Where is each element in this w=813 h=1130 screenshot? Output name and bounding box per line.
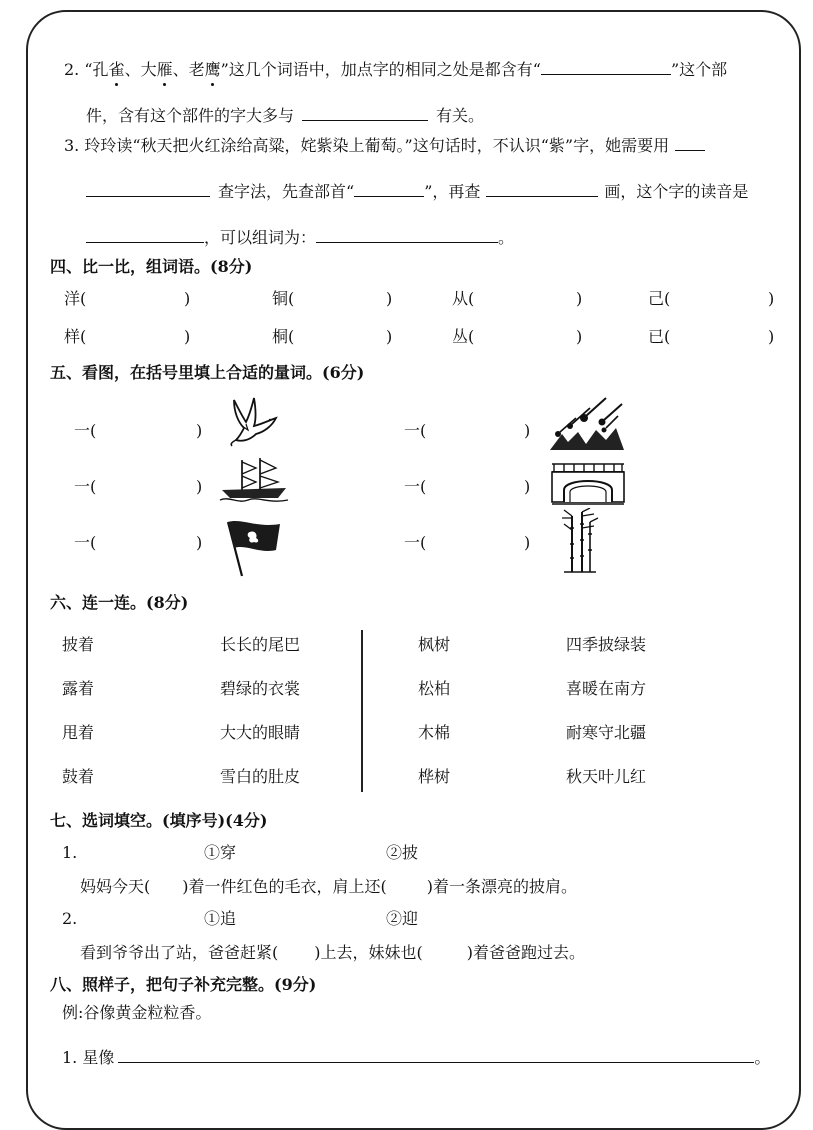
match-object[interactable]: 长长的尾巴 xyxy=(220,635,301,654)
seagull-icon xyxy=(224,396,280,448)
q2-line2 xyxy=(86,104,484,127)
match-object[interactable]: 大大的眼睛 xyxy=(220,723,301,742)
section-7-title: 七、选词填空。(填序号)(4分) xyxy=(50,811,268,830)
match-object[interactable]: 碧绿的衣裳 xyxy=(220,679,301,698)
measure-blank[interactable]: 一( xyxy=(74,421,97,440)
match-tree[interactable]: 枫树 xyxy=(418,635,451,654)
q2-text: ”这几个词语中，加点字的相同之处是都含有“ xyxy=(220,60,541,79)
s7-text: )上去，妹妹也( xyxy=(314,943,423,962)
s4-item[interactable]: 样( xyxy=(64,327,87,346)
s4-close: ) xyxy=(184,327,191,346)
s7-q1-number: 1. xyxy=(62,843,78,862)
flag-icon xyxy=(222,516,284,578)
s7-text: )着爸爸跑过去。 xyxy=(466,943,585,962)
measure-blank[interactable]: 一( xyxy=(404,421,427,440)
answer-blank[interactable] xyxy=(86,226,204,243)
s5-close: ) xyxy=(196,421,203,440)
measure-blank[interactable]: 一( xyxy=(74,533,97,552)
s5-close: ) xyxy=(524,421,531,440)
s4-close: ) xyxy=(768,289,775,308)
q2-text: 件，含有这个部件的字大多与 xyxy=(86,106,295,125)
match-verb[interactable]: 披着 xyxy=(62,635,95,654)
s4-close: ) xyxy=(768,327,775,346)
sailboat-icon xyxy=(218,456,290,504)
s8-text: 1. 星像 xyxy=(62,1048,115,1067)
s7-q2-sentence xyxy=(80,942,585,964)
s7-text: )着一条漂亮的披肩。 xyxy=(426,877,577,896)
q2-text: 、老 xyxy=(172,60,205,79)
q2-line1 xyxy=(64,58,727,81)
s4-item[interactable]: 己( xyxy=(648,289,671,308)
s7-q2-number: 2. xyxy=(62,909,78,928)
s7-text: 妈妈今天( xyxy=(80,877,151,896)
bamboo-icon xyxy=(560,508,600,574)
section-6-title: 六、连一连。(8分) xyxy=(50,593,189,612)
match-object[interactable]: 雪白的肚皮 xyxy=(220,767,301,786)
s4-item[interactable]: 洋( xyxy=(64,289,87,308)
s5-close: ) xyxy=(524,533,531,552)
q3-line1 xyxy=(64,134,705,157)
q3-text: 画，这个字的读音是 xyxy=(604,182,749,201)
s5-close: ) xyxy=(196,533,203,552)
s8-q1 xyxy=(62,1046,770,1069)
q2-text: 、大 xyxy=(124,60,157,79)
answer-blank[interactable] xyxy=(486,180,598,197)
q2-text: 有关。 xyxy=(436,106,485,125)
dotted-char: 鹰 xyxy=(204,60,221,79)
match-verb[interactable]: 鼓着 xyxy=(62,767,95,786)
s4-item[interactable]: 丛( xyxy=(452,327,475,346)
q3-line2 xyxy=(86,180,748,203)
measure-blank[interactable]: 一( xyxy=(404,477,427,496)
s7-q1-option-2: ②披 xyxy=(386,843,419,862)
s5-close: ) xyxy=(196,477,203,496)
dotted-char: 雀 xyxy=(108,60,125,79)
s4-item[interactable]: 已( xyxy=(648,327,671,346)
q3-text: ，可以组词为： xyxy=(204,228,317,247)
s7-text: 看到爷爷出了站，爸爸赶紧( xyxy=(80,943,279,962)
section-6-divider xyxy=(361,630,363,792)
s7-q1-sentence xyxy=(80,876,577,898)
section-5-title: 五、看图，在括号里填上合适的量词。(6分) xyxy=(50,363,365,382)
match-description[interactable]: 喜暖在南方 xyxy=(566,679,647,698)
measure-blank[interactable]: 一( xyxy=(74,477,97,496)
s4-close: ) xyxy=(184,289,191,308)
match-description[interactable]: 四季披绿装 xyxy=(566,635,647,654)
s4-close: ) xyxy=(576,327,583,346)
q3-text: 查字法，先查部首“ xyxy=(218,182,355,201)
s7-q1-option-1: ①穿 xyxy=(204,843,237,862)
answer-blank[interactable] xyxy=(316,226,498,243)
match-verb[interactable]: 甩着 xyxy=(62,723,95,742)
s4-close: ) xyxy=(386,327,393,346)
answer-blank[interactable] xyxy=(302,104,428,121)
s8-example: 例:谷像黄金粒粒香。 xyxy=(62,1003,212,1022)
measure-blank[interactable]: 一( xyxy=(404,533,427,552)
s4-item[interactable]: 桐( xyxy=(272,327,295,346)
s7-q2-option-1: ①追 xyxy=(204,909,237,928)
q2-text: ”这个部 xyxy=(671,60,728,79)
s7-q2-option-2: ②迎 xyxy=(386,909,419,928)
s4-close: ) xyxy=(386,289,393,308)
meteor-icon xyxy=(546,394,626,452)
match-verb[interactable]: 露着 xyxy=(62,679,95,698)
match-description[interactable]: 秋天叶儿红 xyxy=(566,767,647,786)
answer-blank[interactable] xyxy=(675,134,705,151)
answer-line[interactable] xyxy=(118,1046,754,1063)
answer-blank[interactable] xyxy=(86,180,210,197)
match-tree[interactable]: 木棉 xyxy=(418,723,451,742)
s4-item[interactable]: 从( xyxy=(452,289,475,308)
q3-text: 。 xyxy=(498,228,515,247)
answer-blank[interactable] xyxy=(541,58,671,75)
s4-item[interactable]: 铜( xyxy=(272,289,295,308)
q3-text: ”，再查 xyxy=(424,182,481,201)
match-tree[interactable]: 松柏 xyxy=(418,679,451,698)
q2-text: 2. “孔 xyxy=(64,60,109,79)
q3-line3 xyxy=(86,226,514,249)
match-description[interactable]: 耐寒守北疆 xyxy=(566,723,647,742)
answer-blank[interactable] xyxy=(354,180,424,197)
q3-text: 3. 玲玲读“秋天把火红涂给高粱，姹紫染上葡萄。”这句话时，不认识“紫”字，她需要用 xyxy=(64,136,670,155)
s8-text: 。 xyxy=(754,1048,771,1067)
stone-bridge-icon xyxy=(550,458,626,506)
s7-text: )着一件红色的毛衣，肩上还( xyxy=(182,877,387,896)
section-4-title: 四、比一比，组词语。(8分) xyxy=(50,257,253,276)
s5-close: ) xyxy=(524,477,531,496)
section-8-title: 八、照样子，把句子补充完整。(9分) xyxy=(50,975,317,994)
s4-close: ) xyxy=(576,289,583,308)
dotted-char: 雁 xyxy=(156,60,173,79)
match-tree[interactable]: 桦树 xyxy=(418,767,451,786)
